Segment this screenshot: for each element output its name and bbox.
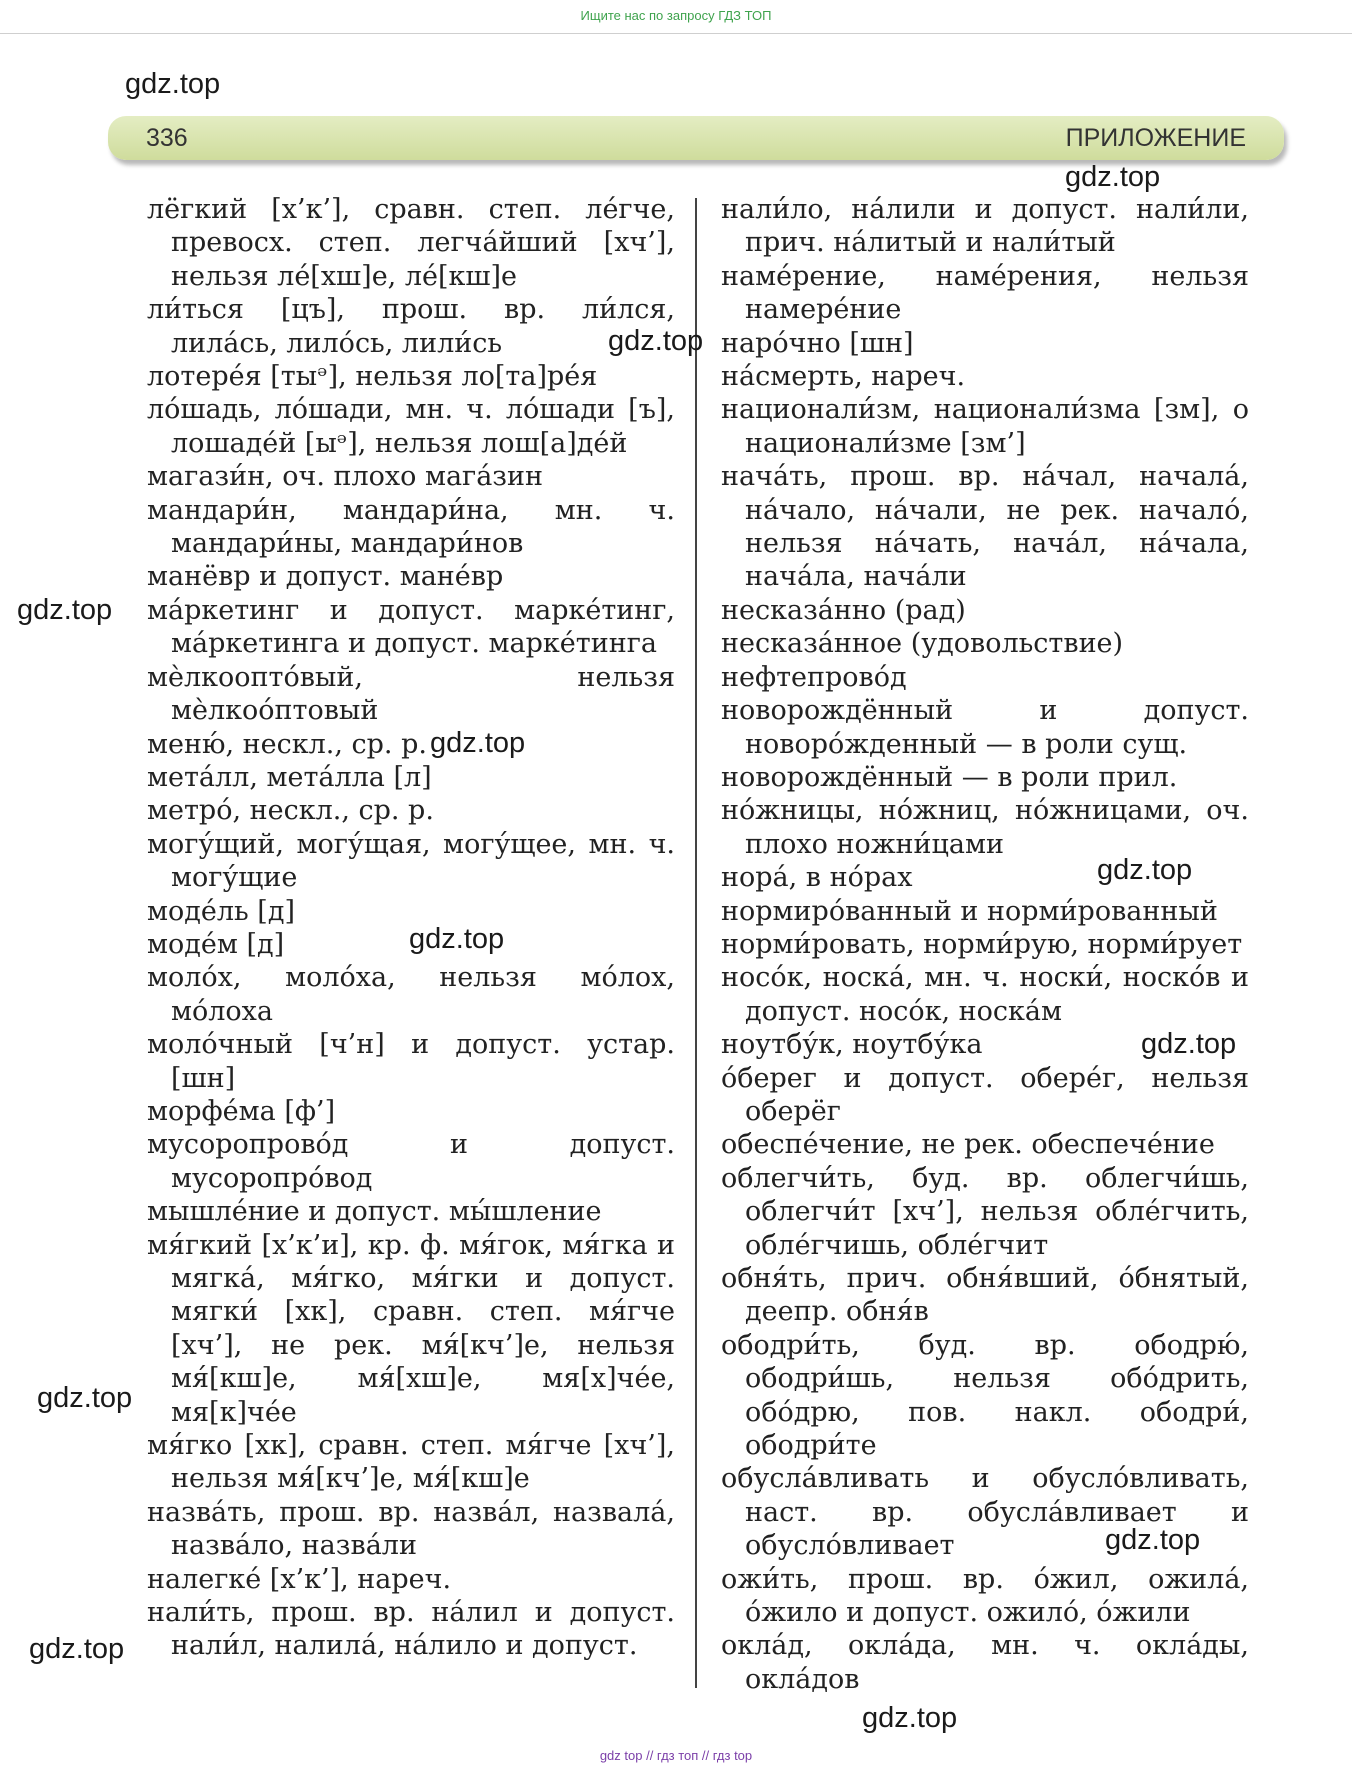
dictionary-entry: метáлл, метáлла [л] <box>147 761 432 793</box>
dictionary-entry: мѐлкооптóвый, нельзя мѐлкоóптовый <box>147 661 675 727</box>
watermark: gdz.top <box>409 923 505 955</box>
dictionary-entry: магази́н, оч. плохо магáзин <box>147 461 544 493</box>
watermark: gdz.top <box>1105 1524 1201 1556</box>
section-title: ПРИЛОЖЕНИЕ <box>1065 124 1246 152</box>
dictionary-entry: нефтепровóд <box>721 661 907 693</box>
watermark: gdz.top <box>125 68 221 100</box>
top-banner: Ищите нас по запросу ГДЗ ТОП <box>0 0 1352 34</box>
dictionary-entry: меню́, нескл., ср. р. <box>147 728 427 760</box>
dictionary-entry: несказáнно (рад) <box>721 594 966 626</box>
dictionary-entry: налегкé [х’к’], нареч. <box>147 1563 452 1595</box>
dictionary-entry: мышлéние и допуст. мы́шление <box>147 1196 602 1228</box>
dictionary-entry: лёгкий [х’к’], сравн. степ. лéгче, превосх. степ. легчáйший [хч’], нельзя лé[хш]е, лé[кш]е <box>147 194 675 292</box>
dictionary-entry: ожи́ть, прош. вр. óжил, ожилá, óжило и допуст. ожилó, óжили <box>721 1563 1249 1629</box>
dictionary-entry: морфéма [ф’] <box>147 1095 336 1127</box>
watermark: gdz.top <box>37 1382 133 1414</box>
dictionary-entry: óберег и допуст. оберéг, нельзя оберёг <box>721 1062 1249 1127</box>
dictionary-entry: национали́зм, национали́зма [зм], о национали́зме [зм’] <box>721 394 1249 459</box>
dictionary-entry: нарóчно [шн] <box>721 327 914 359</box>
dictionary-entry: мáркетинг и допуст. маркéтинг, мáркетинга и допуст. маркéтинга <box>147 594 675 660</box>
watermark: gdz.top <box>1097 854 1193 886</box>
dictionary-entry: намéрение, намéрения, нельзя намерéние <box>721 260 1249 326</box>
dictionary-entry: модéм [д] <box>147 928 285 960</box>
dictionary-entry: облегчи́ть, буд. вр. облегчи́шь, облегчи́т [хч’], нельзя облéгчить, облéгчишь, облéгчит <box>721 1162 1249 1261</box>
dictionary-entry: модéль [д] <box>147 895 295 927</box>
dictionary-entry: молóх, молóха, нельзя мóлох, мóлоха <box>147 962 675 1027</box>
watermark: gdz.top <box>29 1633 125 1665</box>
dictionary-entry: ободри́ть, буд. вр. ободрю́, ободри́шь, нельзя обóдрить, обóдрю, пов. накл. ободри́, ободри́те <box>721 1329 1249 1462</box>
page-header <box>108 116 1284 160</box>
dictionary-entry: норми́ровать, норми́рую, норми́рует <box>721 928 1243 960</box>
dictionary-entry: ли́ться [цъ], прош. вр. ли́лся, лилáсь, лилóсь, лили́сь <box>147 294 675 359</box>
dictionary-entry: новорождённый и допуст. новорóжденный — в роли сущ. <box>721 695 1249 760</box>
column-divider <box>695 198 697 1688</box>
page-number: 336 <box>146 124 188 152</box>
watermark: gdz.top <box>608 325 704 357</box>
dictionary-entry: обуслáвливать и обуслóвливать, наст. вр. обуслáвливает и обуслóвливает <box>721 1463 1249 1562</box>
dictionary-entry: несказáнное (удовольствие) <box>721 628 1124 660</box>
dictionary-entry: начáть, прош. вр. нáчал, началá, нáчало, нáчали, не рек. началó, нельзя нáчать, начáл, нáчала, начáла, начáли <box>721 461 1249 593</box>
dictionary-entry: могу́щий, могу́щая, могу́щее, мн. ч. могу́щие <box>147 828 675 894</box>
dictionary-entry: новорождённый — в роли прил. <box>721 761 1178 793</box>
dictionary-entry: лотерéя [тыᵊ], нельзя ло[та]рéя <box>147 361 598 393</box>
watermark: gdz.top <box>1065 161 1161 193</box>
dictionary-entry: обеспéчение, не рек. обеспечéние <box>721 1129 1215 1161</box>
dictionary-entry: мусоропровóд и допуст. мусоропрóвод <box>147 1129 675 1194</box>
dictionary-entry: нали́ло, нáлили и допуст. нали́ли, прич. нáлитый и нали́тый <box>721 194 1249 259</box>
dictionary-entry: манёвр и допуст. манéвр <box>147 561 504 593</box>
right-column <box>721 193 1249 1696</box>
watermark: gdz.top <box>430 727 526 759</box>
dictionary-entry: нóжницы, нóжниц, нóжницами, оч. плохо ножни́цами <box>721 795 1249 860</box>
footer-watermark: gdz top // гдз топ // гдз top <box>599 1748 753 1763</box>
watermark: gdz.top <box>862 1702 958 1734</box>
dictionary-entry: нáсмерть, нареч. <box>721 361 966 393</box>
dictionary-entry: оклáд, оклáда, мн. ч. оклáды, оклáдов <box>721 1630 1249 1695</box>
dictionary-entry: нали́ть, прош. вр. нáлил и допуст. нали́л, налилá, нáлило и допуст. <box>147 1597 675 1662</box>
dictionary-entry: мя́гко [хк], сравн. степ. мя́гче [хч’], нельзя мя́[кч’]е, мя́[кш]е <box>147 1430 675 1495</box>
dictionary-entry: обня́ть, прич. обня́вший, óбнятый, деепр. обня́в <box>721 1263 1249 1328</box>
dictionary-entry: норá, в нóрах <box>721 862 913 894</box>
dictionary-entry: лóшадь, лóшади, мн. ч. лóшади [ъ], лошадéй [ыᵊ], нельзя лош[а]дéй <box>147 394 675 459</box>
watermark: gdz.top <box>1141 1028 1237 1060</box>
dictionary-entry: носóк, носкá, мн. ч. носки́, носкóв и допуст. носóк, носкáм <box>721 962 1249 1027</box>
dictionary-entry: мя́гкий [х’к’и], кр. ф. мя́гок, мя́гка и мягкá, мя́гко, мя́гки и допуст. мягки́ [хк], сравн. степ. мя́гче [хч’], не рек. мя́[кч’]е, нельзя мя́[кш]е, мя́[хш]е, мя[х]чée, мя[к]чée <box>147 1229 675 1428</box>
dictionary-entry: ноутбу́к, ноутбу́ка <box>721 1029 983 1061</box>
dictionary-entry: метрó, нескл., ср. р. <box>147 795 434 827</box>
dictionary-entry: мандари́н, мандари́на, мн. ч. мандари́ны, мандари́нов <box>147 494 675 560</box>
watermark: gdz.top <box>17 594 113 626</box>
dictionary-entry: нормирóванный и норми́рованный <box>721 895 1218 927</box>
dictionary-entry: назвáть, прош. вр. назвáл, назвалá, назвáло, назвáли <box>147 1496 675 1562</box>
dictionary-entry: молóчный [ч’н] и допуст. устар. [шн] <box>147 1029 675 1094</box>
